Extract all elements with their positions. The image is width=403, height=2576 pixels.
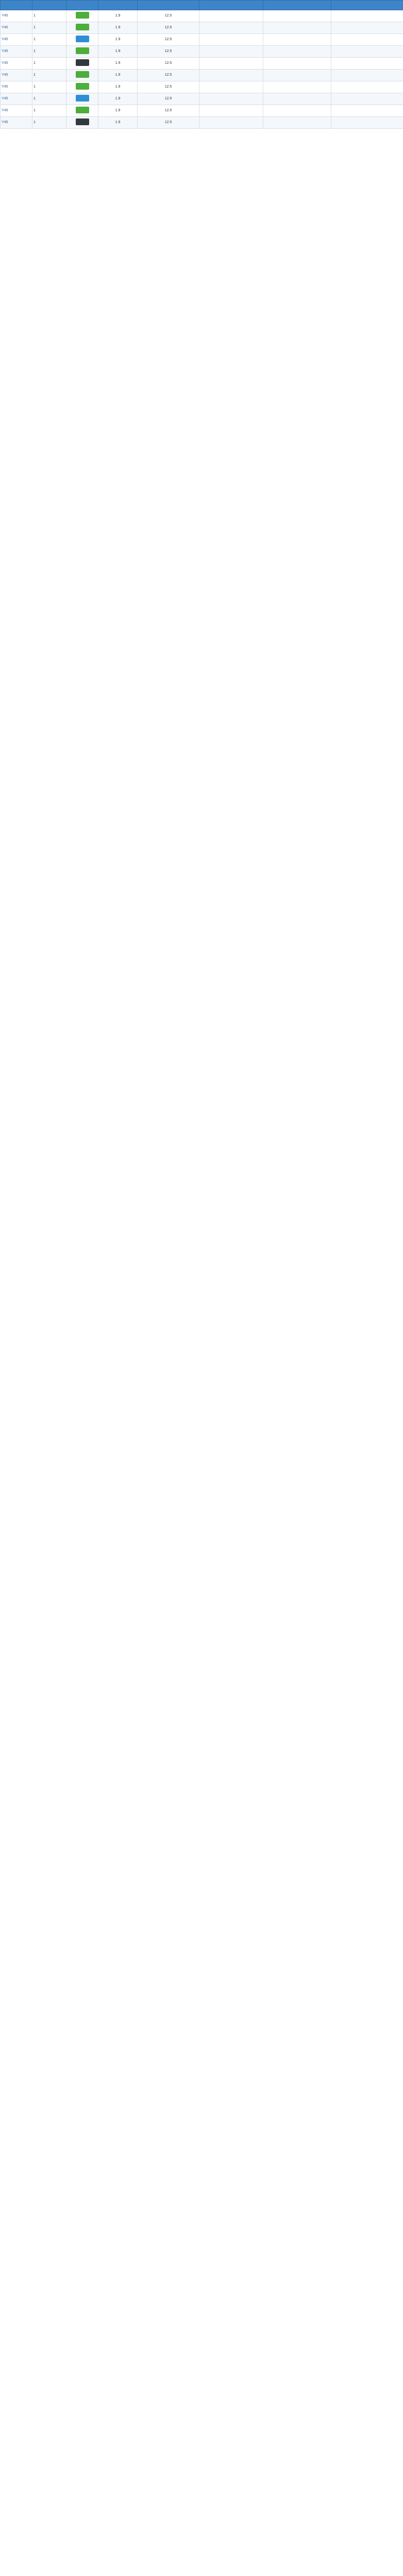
cell-col-3 [66,105,98,117]
cell-col-2: 1 [32,81,66,93]
header-col-5[interactable] [138,1,199,10]
table-row[interactable] [1,70,403,81]
package-badge [76,12,89,19]
header-col-4[interactable] [98,1,138,10]
cell-col-2: 1 [32,58,66,70]
cell-col-6 [199,81,263,93]
package-badge [76,36,89,42]
cell-col-8 [331,93,403,105]
table-row[interactable] [1,34,403,46]
package-badge [76,71,89,78]
cell-col-3 [66,58,98,70]
cell-col-3 [66,70,98,81]
package-badge [76,95,89,101]
cell-col-1: Y45 [1,93,32,105]
cell-col-7 [263,22,331,34]
cell-col-6 [199,10,263,22]
cell-col-3 [66,22,98,34]
cell-col-4: 1.9 [98,10,138,22]
cell-col-3 [66,81,98,93]
cell-col-1: Y45 [1,22,32,34]
package-badge [76,59,89,66]
header-col-6[interactable] [199,1,263,10]
cell-col-1: Y45 [1,117,32,129]
spec-table [0,0,403,129]
cell-col-4: 1.9 [98,34,138,46]
cell-col-5: 12.5 [138,105,199,117]
cell-col-2: 1 [32,117,66,129]
cell-col-5: 12.5 [138,58,199,70]
cell-col-2: 1 [32,70,66,81]
cell-col-8 [331,10,403,22]
spec-sheet [0,0,403,129]
cell-col-6 [199,22,263,34]
cell-col-4: 1.9 [98,70,138,81]
cell-col-4: 1.9 [98,93,138,105]
cell-col-6 [199,105,263,117]
cell-col-8 [331,34,403,46]
cell-col-8 [331,46,403,58]
cell-col-1: Y45 [1,34,32,46]
cell-col-7 [263,105,331,117]
cell-col-1: Y45 [1,70,32,81]
cell-col-3 [66,93,98,105]
cell-col-3 [66,117,98,129]
header-col-8[interactable] [331,1,403,10]
table-row[interactable] [1,10,403,22]
package-badge [76,47,89,54]
cell-col-6 [199,70,263,81]
cell-col-7 [263,93,331,105]
cell-col-5: 12.5 [138,81,199,93]
package-badge [76,24,89,30]
cell-col-2: 1 [32,10,66,22]
cell-col-3 [66,10,98,22]
cell-col-5: 12.5 [138,93,199,105]
cell-col-1: Y45 [1,58,32,70]
package-badge [76,107,89,113]
cell-col-6 [199,93,263,105]
cell-col-2: 1 [32,34,66,46]
cell-col-4: 1.9 [98,58,138,70]
cell-col-6 [199,58,263,70]
cell-col-7 [263,70,331,81]
cell-col-7 [263,117,331,129]
cell-col-7 [263,34,331,46]
cell-col-8 [331,81,403,93]
cell-col-7 [263,81,331,93]
cell-col-7 [263,58,331,70]
cell-col-5: 12.5 [138,117,199,129]
cell-col-2: 1 [32,46,66,58]
header-col-3[interactable] [66,1,98,10]
cell-col-3 [66,46,98,58]
cell-col-5: 12.5 [138,10,199,22]
header-col-7[interactable] [263,1,331,10]
table-row[interactable] [1,117,403,129]
cell-col-8 [331,105,403,117]
cell-col-5: 12.5 [138,34,199,46]
cell-col-3 [66,34,98,46]
cell-col-8 [331,117,403,129]
cell-col-5: 12.5 [138,70,199,81]
cell-col-2: 1 [32,93,66,105]
cell-col-6 [199,34,263,46]
cell-col-1: Y45 [1,46,32,58]
package-badge [76,118,89,125]
cell-col-6 [199,46,263,58]
table-row[interactable] [1,81,403,93]
cell-col-4: 1.9 [98,81,138,93]
cell-col-2: 1 [32,105,66,117]
cell-col-1: Y45 [1,105,32,117]
cell-col-5: 12.5 [138,46,199,58]
package-badge [76,83,89,90]
cell-col-8 [331,70,403,81]
cell-col-1: Y45 [1,10,32,22]
cell-col-1: Y45 [1,81,32,93]
table-row[interactable] [1,46,403,58]
cell-col-6 [199,117,263,129]
table-row[interactable] [1,93,403,105]
cell-col-2: 1 [32,22,66,34]
cell-col-8 [331,22,403,34]
table-row[interactable] [1,22,403,34]
cell-col-5: 12.5 [138,22,199,34]
cell-col-4: 1.9 [98,105,138,117]
table-body [1,10,403,129]
table-row[interactable] [1,58,403,70]
cell-col-4: 1.9 [98,117,138,129]
cell-col-4: 1.9 [98,22,138,34]
table-row[interactable] [1,105,403,117]
cell-col-8 [331,58,403,70]
cell-col-7 [263,10,331,22]
header-col-2[interactable] [32,1,66,10]
cell-col-4: 1.9 [98,46,138,58]
cell-col-7 [263,46,331,58]
header-row [1,1,403,10]
header-col-1[interactable] [1,1,32,10]
